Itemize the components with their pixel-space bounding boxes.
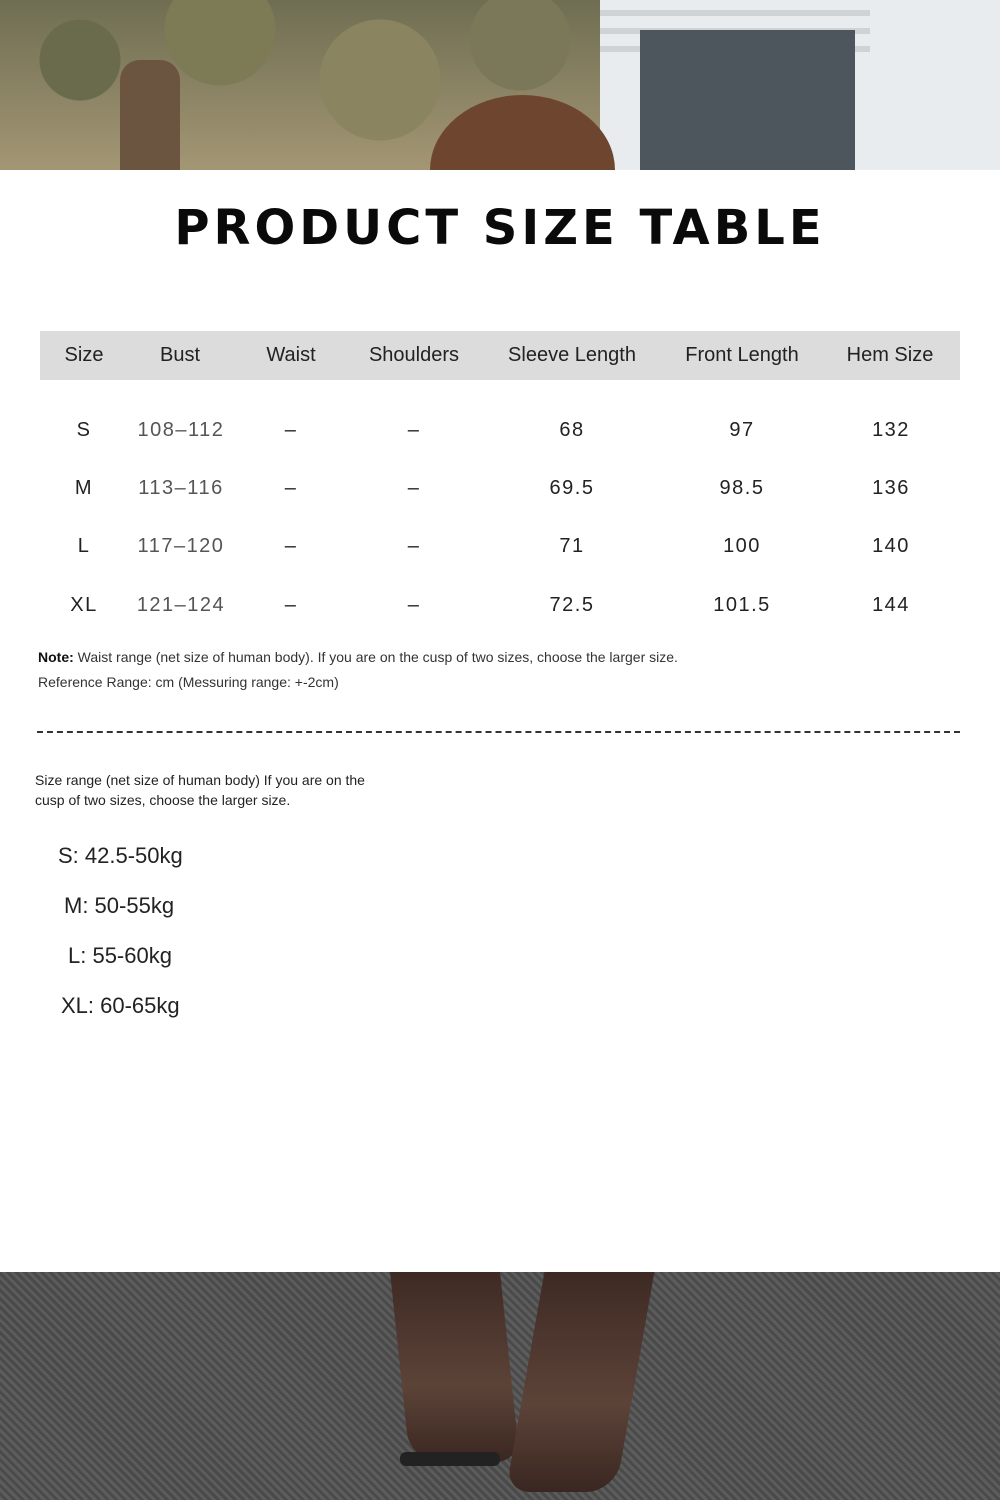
cell-shoulders: –	[407, 477, 421, 499]
cell-bust: 113–116	[138, 477, 224, 499]
right-boot	[506, 1272, 655, 1492]
cell-front-length: 98.5	[719, 477, 765, 499]
header-waist: Waist	[266, 344, 316, 366]
header-bust: Bust	[159, 344, 201, 366]
header-shoulders: Shoulders	[368, 344, 460, 366]
cell-hem-size: 136	[872, 477, 910, 499]
weight-size-m: M: 50-55kg	[64, 893, 175, 918]
cell-sleeve-length: 69.5	[549, 477, 595, 499]
weight-size-l: L: 55-60kg	[68, 943, 172, 968]
header-hem-size: Hem Size	[846, 344, 934, 366]
reference-range: Reference Range: cm (Messuring range: +-2cm)	[38, 674, 339, 690]
cell-shoulders: –	[407, 419, 421, 441]
note-label: Note:	[38, 649, 74, 665]
tree-trunk	[120, 60, 180, 170]
left-boot	[390, 1272, 520, 1462]
building-window	[640, 30, 855, 170]
cell-bust: 121–124	[136, 594, 226, 616]
dashed-divider	[37, 731, 960, 733]
cell-front-length: 97	[729, 419, 755, 441]
cell-size: S	[76, 419, 92, 441]
cell-waist: –	[284, 477, 298, 499]
cell-sleeve-length: 68	[559, 419, 585, 441]
top-product-photo	[0, 0, 1000, 170]
header-front-length: Front Length	[685, 344, 799, 366]
page-title: PRODUCT SIZE TABLE	[174, 200, 826, 256]
note-line	[38, 649, 678, 665]
cell-sleeve-length: 72.5	[549, 594, 595, 616]
header-size: Size	[64, 344, 104, 366]
boot-sole	[400, 1452, 500, 1466]
cell-sleeve-length: 71	[559, 535, 585, 557]
cell-bust: 117–120	[137, 535, 225, 557]
weight-size-xl: XL: 60-65kg	[61, 993, 180, 1018]
cell-front-length: 101.5	[713, 594, 771, 616]
note-text: Waist range (net size of human body). If you are on the cusp of two sizes, choose the larger size.	[77, 649, 678, 665]
cell-hem-size: 132	[872, 419, 910, 441]
cell-bust: 108–112	[137, 419, 225, 441]
cell-size: XL	[70, 594, 98, 616]
header-sleeve-length: Sleeve Length	[508, 344, 636, 366]
cell-shoulders: –	[407, 594, 421, 616]
bottom-product-photo	[0, 1272, 1000, 1500]
siding-line	[600, 10, 870, 16]
weight-size-s: S: 42.5-50kg	[58, 843, 183, 868]
cell-size: M	[74, 477, 94, 499]
cell-size: L	[77, 535, 91, 557]
cell-waist: –	[284, 535, 298, 557]
cell-shoulders: –	[407, 535, 421, 557]
cell-hem-size: 140	[872, 535, 910, 557]
size-range-note: Size range (net size of human body) If you are on the cusp of two sizes, choose the larger size.	[35, 772, 365, 808]
cell-waist: –	[284, 594, 298, 616]
cell-hem-size: 144	[872, 594, 910, 616]
cell-front-length: 100	[723, 535, 761, 557]
cell-waist: –	[284, 419, 298, 441]
